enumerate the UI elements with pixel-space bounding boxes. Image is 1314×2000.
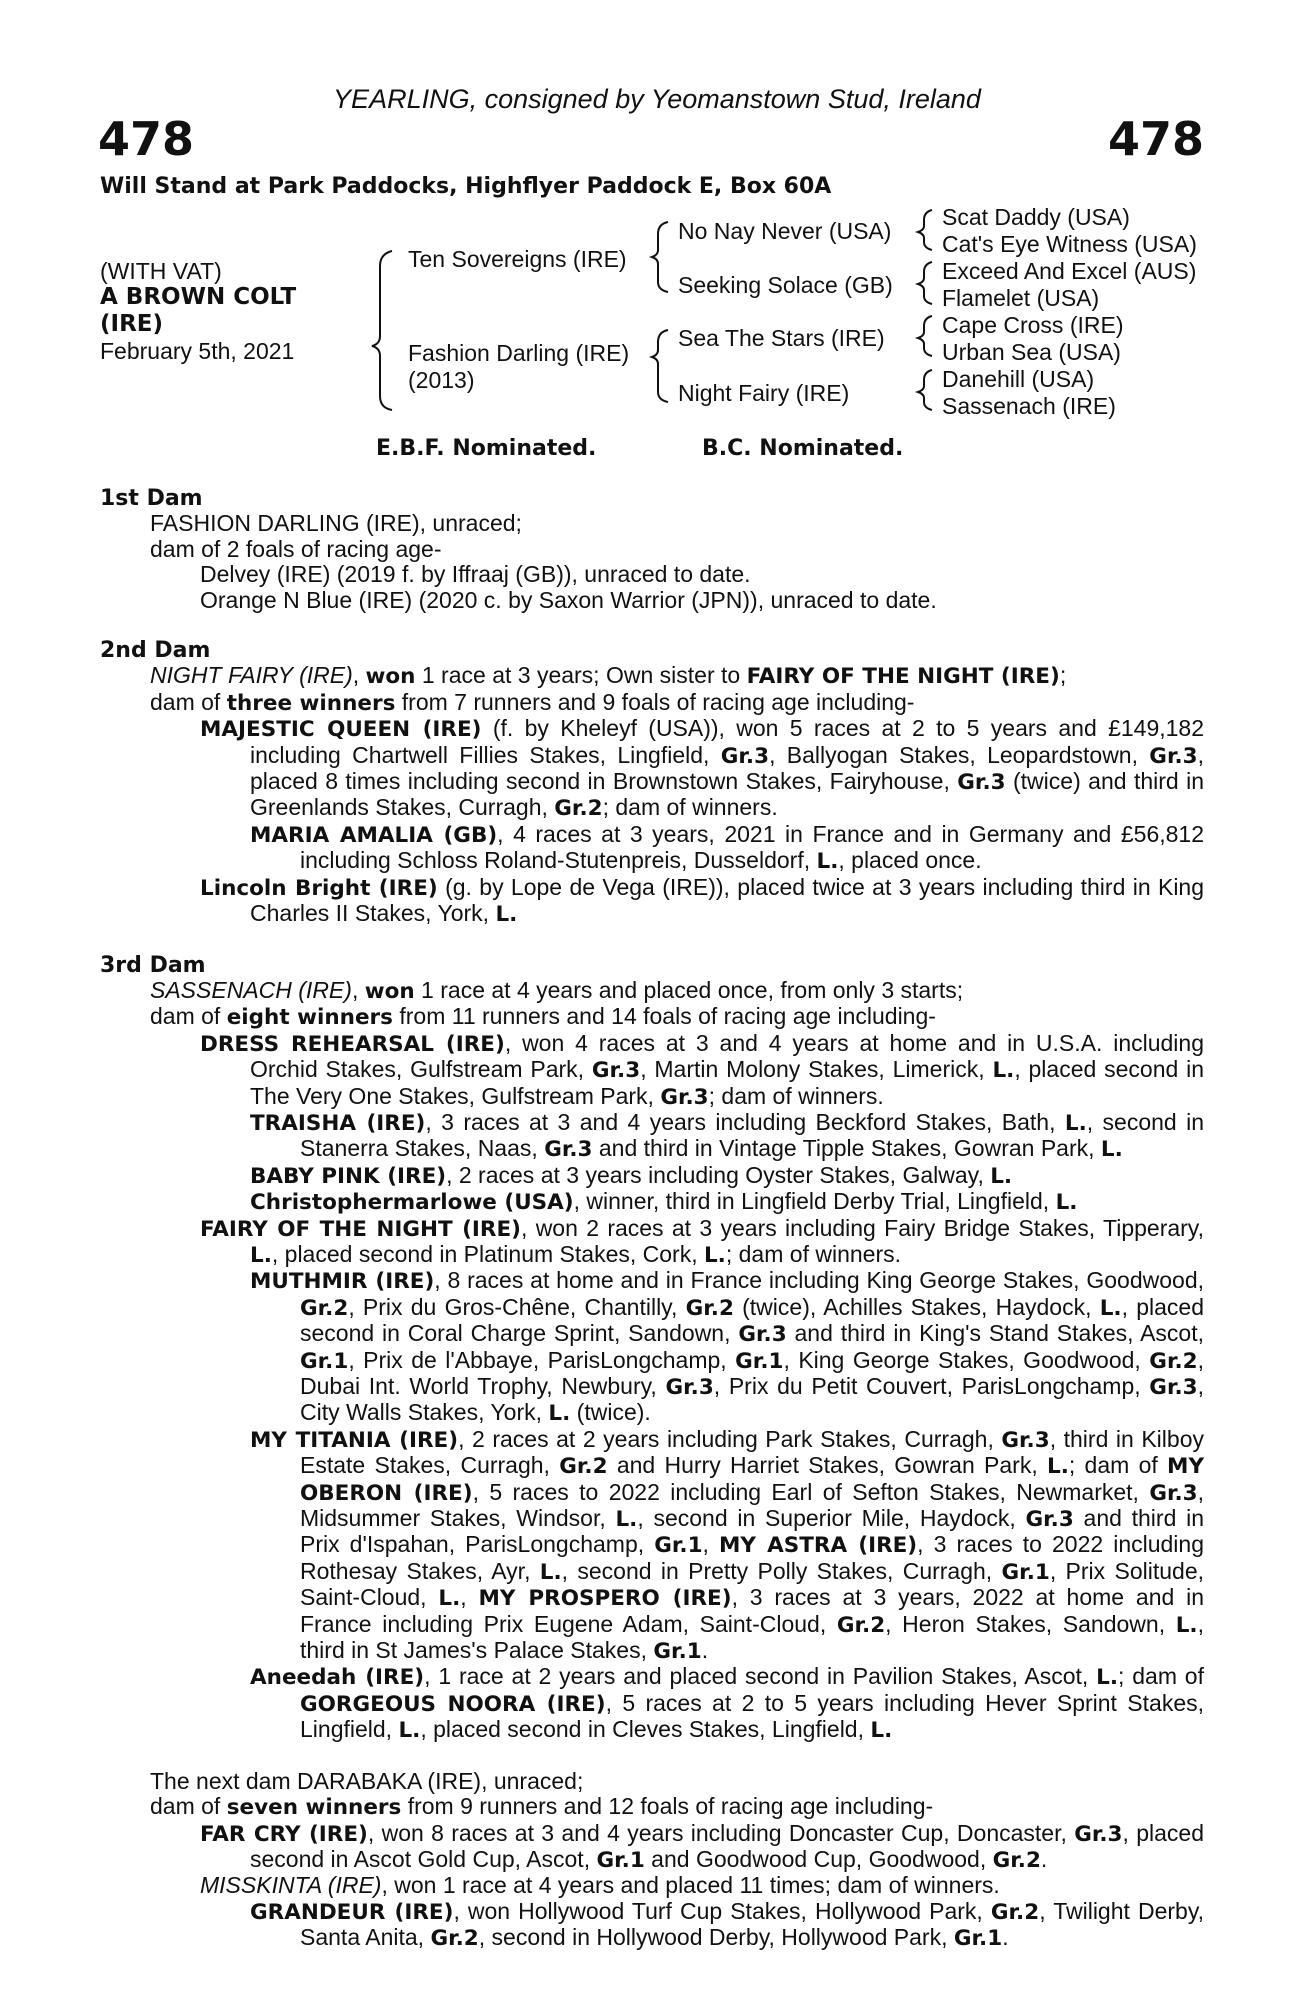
- section-heading: 3rd Dam: [100, 952, 206, 978]
- race-grade: Gr.2: [300, 1295, 349, 1321]
- pedigree-g3: Exceed And Excel (AUS): [942, 258, 1197, 284]
- horse-name: BABY PINK (IRE): [250, 1163, 447, 1189]
- section-heading: 2nd Dam: [100, 638, 211, 664]
- dam-section: [100, 953, 1204, 1744]
- lot-number-right: 478: [1107, 112, 1204, 166]
- entry-text: , won 4 races at 3 and 4 years at home and in U.S.A. including Orchid Stakes, Gulfstream Park,: [250, 1029, 1204, 1083]
- produce-entry: [100, 663, 1204, 716]
- entry-text: , Heron Stakes, Sandown,: [885, 1610, 1176, 1637]
- pedigree-dam-sire: Sea The Stars (IRE): [678, 325, 885, 351]
- horse-name: GORGEOUS NOORA (IRE): [300, 1691, 606, 1717]
- race-grade: Gr.2: [990, 1899, 1040, 1925]
- race-grade: Gr.3: [957, 770, 1006, 796]
- dam-name: SASSENACH (IRE): [150, 976, 352, 1003]
- entry-text: , 3 races at 3 and 4 years including Beckford Stakes, Bath,: [425, 1108, 1065, 1135]
- dam-name: NIGHT FAIRY (IRE): [150, 662, 353, 689]
- pedigree-dam-year: (2013): [408, 367, 475, 393]
- lot-number-left: 478: [98, 112, 195, 166]
- pedigree-dam-dam: Night Fairy (IRE): [678, 380, 850, 406]
- pedigree-sire: Ten Sovereigns (IRE): [408, 246, 627, 272]
- produce-entry: [100, 511, 1204, 562]
- race-grade: Gr.2: [430, 1926, 479, 1952]
- section-heading: 1st Dam: [100, 486, 203, 511]
- produce-entry: [100, 1873, 1204, 1898]
- entry-text: , 3 races to 2022 including Rothesay Stakes, Ayr,: [300, 1531, 1205, 1584]
- horse-name: seven winners: [226, 1795, 402, 1821]
- entry-text: and Goodwood Cup, Goodwood,: [644, 1845, 993, 1872]
- stabling-line: Will Stand at Park Paddocks, Highflyer Paddock E, Box 60A: [100, 174, 832, 199]
- pedigree-g4: Flamelet (USA): [942, 285, 1100, 311]
- pedigree-g1: Scat Daddy (USA): [942, 204, 1130, 230]
- entry-text: The next dam DARABAKA (IRE), unraced; dam of: [150, 1767, 584, 1820]
- vat-note: (WITH VAT): [100, 258, 222, 284]
- produce-entry: [100, 562, 1204, 613]
- produce-entry: [100, 716, 1204, 822]
- entry-text: , third in St James's Palace Stakes,: [300, 1610, 1204, 1664]
- produce-entry: [100, 1216, 1204, 1269]
- race-grade: Gr.2: [554, 796, 603, 822]
- entry-text: (twice), Achilles Stakes, Haydock,: [733, 1293, 1100, 1320]
- horse-name: Lincoln Bright (IRE): [200, 875, 438, 901]
- horse-name: MARIA AMALIA (GB): [250, 822, 498, 848]
- race-grade: Gr.2: [685, 1295, 734, 1321]
- entry-text: 1 race at 3 years; Own sister to: [415, 662, 747, 689]
- entry-text: , 5 races at 2 to 5 years including Hever Sprint Stakes, Lingfield,: [300, 1689, 1204, 1743]
- race-grade: L.: [1096, 1665, 1119, 1691]
- horse-name: MY OBERON (IRE): [300, 1454, 1205, 1506]
- race-grade: Gr.1: [653, 1639, 702, 1665]
- entry-text: ,: [460, 1584, 479, 1611]
- entry-text: from 9 runners and 12 foals of racing age including-: [401, 1793, 934, 1820]
- entry-text: and third in Vintage Tipple Stakes, Gowran Park,: [592, 1135, 1101, 1162]
- entry-text: , Dubai Int. World Trophy, Newbury,: [300, 1346, 1204, 1399]
- race-grade: Gr.3: [720, 743, 770, 769]
- lot-title-origin: (IRE): [100, 311, 164, 337]
- horse-name: FAR CRY (IRE): [200, 1821, 368, 1847]
- dam-section: [100, 486, 1204, 613]
- race-grade: Gr.3: [591, 1058, 641, 1084]
- entry-text: , placed second in Coral Charge Sprint, Sandown,: [300, 1293, 1205, 1347]
- race-grade: L.: [990, 1163, 1013, 1189]
- entry-text: ; dam of winners.: [725, 1240, 901, 1267]
- entry-text: from 7 runners and 9 foals of racing age including-: [395, 688, 915, 715]
- race-grade: L.: [1175, 1612, 1198, 1638]
- race-grade: Gr.2: [992, 1847, 1041, 1873]
- horse-name: MY ASTRA (IRE): [718, 1533, 918, 1559]
- race-grade: Gr.1: [300, 1348, 349, 1374]
- produce-entry: [100, 1427, 1204, 1665]
- produce-entry: [100, 1189, 1204, 1215]
- catalogue-body: [100, 486, 1204, 1977]
- entry-text: ; dam of: [1118, 1663, 1204, 1690]
- horse-name: MY TITANIA (IRE): [250, 1427, 459, 1453]
- race-grade: Gr.3: [1001, 1427, 1050, 1453]
- entry-text: ; dam of: [1068, 1452, 1168, 1479]
- entry-text: and third in King's Stand Stakes, Ascot,: [786, 1320, 1204, 1347]
- entry-text: , 8 races at home and in France including King George Stakes, Goodwood,: [434, 1267, 1205, 1294]
- entry-text: , won Hollywood Turf Cup Stakes, Hollywood Park,: [453, 1897, 991, 1924]
- entry-text: Delvey (IRE) (2019 f. by Iffraaj (GB)), unraced to date. Orange N Blue (IRE) (2020 c. by Saxon Warrior (JPN)), unraced to date.: [200, 561, 937, 613]
- race-grade: L.: [870, 1718, 893, 1744]
- entry-text: , Prix du Gros-Chêne, Chantilly,: [348, 1293, 686, 1320]
- entry-text: , 2 races at 3 years including Oyster Stakes, Galway,: [446, 1161, 991, 1188]
- race-grade: Gr.1: [654, 1533, 703, 1559]
- entry-text: , placed 8 times including second in Brownstown Stakes, Fairyhouse,: [250, 741, 1204, 795]
- entry-text: , King George Stakes, Goodwood,: [783, 1346, 1150, 1373]
- race-grade: L.: [250, 1242, 272, 1268]
- entry-text: , second in Hollywood Derby, Hollywood Park,: [478, 1924, 954, 1951]
- entry-text: , 5 races to 2022 including Earl of Sefton Stakes, Newmarket,: [472, 1478, 1150, 1505]
- entry-text: , Prix Solitude, Saint-Cloud,: [300, 1557, 1205, 1611]
- race-grade: L.: [548, 1401, 571, 1427]
- produce-entry: [100, 822, 1204, 875]
- pedigree-g7: Danehill (USA): [942, 366, 1095, 392]
- entry-text: and third in Prix d'Ispahan, ParisLongchamp,: [300, 1505, 1204, 1558]
- entry-text: , Twilight Derby, Santa Anita,: [300, 1897, 1205, 1951]
- entry-text: (twice) and third in Greenlands Stakes, Curragh,: [250, 768, 1204, 821]
- produce-entry: [100, 1110, 1204, 1163]
- produce-entry: [100, 1268, 1204, 1426]
- produce-entry: [100, 1163, 1204, 1189]
- race-grade: L.: [615, 1507, 638, 1533]
- horse-name: Christophermarlowe (USA): [250, 1190, 574, 1216]
- race-grade: L.: [992, 1058, 1015, 1084]
- produce-entry: [100, 1899, 1204, 1952]
- race-grade: Gr.2: [836, 1612, 886, 1638]
- entry-text: .: [1040, 1845, 1048, 1872]
- pedigree-dam: Fashion Darling (IRE): [408, 340, 630, 366]
- entry-text: (f. by Kheleyf (USA)), won 5 races at 2 to 5 years and £149,182 including Chartwell Fillies Stakes, Lingfield,: [250, 715, 1204, 768]
- entry-text: , second in Superior Mile, Haydock,: [637, 1505, 1026, 1532]
- horse-name: MY PROSPERO (IRE): [478, 1586, 732, 1612]
- pedigree-g2: Cat's Eye Witness (USA): [942, 231, 1197, 257]
- entry-text: , 2 races at 2 years including Park Stakes, Curragh,: [458, 1425, 1002, 1452]
- pedigree-g5: Cape Cross (IRE): [942, 312, 1124, 338]
- race-grade: L.: [1064, 1110, 1087, 1136]
- race-grade: L.: [703, 1242, 726, 1268]
- entry-text: , 4 races at 3 years, 2021 in France and in Germany and £56,812 including Schloss Roland-Stutenpreis, Dusseldorf,: [300, 820, 1205, 874]
- dam-name: MISSKINTA (IRE): [200, 1872, 382, 1899]
- race-grade: Gr.3: [660, 1084, 709, 1110]
- entry-text: , placed second in Platinum Stakes, Cork,: [271, 1240, 704, 1267]
- race-grade: Gr.1: [953, 1926, 1003, 1952]
- race-grade: Gr.3: [1074, 1821, 1123, 1847]
- race-grade: L.: [1047, 1454, 1069, 1480]
- race-grade: Gr.3: [1025, 1507, 1074, 1533]
- horse-name: FAIRY OF THE NIGHT (IRE): [746, 664, 1060, 690]
- entry-text: , Prix du Petit Couvert, ParisLongchamp,: [713, 1373, 1150, 1399]
- entry-text: (g. by Lope de Vega (IRE)), placed twice at 3 years including third in King Charles II Stakes, York,: [250, 873, 1205, 927]
- entry-text: , won 2 races at 3 years including Fairy Bridge Stakes, Tipperary,: [520, 1214, 1204, 1241]
- horse-name: DRESS REHEARSAL (IRE): [200, 1031, 505, 1057]
- race-grade: L.: [398, 1718, 421, 1744]
- race-grade: L.: [495, 902, 518, 928]
- race-grade: Gr.2: [559, 1454, 608, 1480]
- entry-text: (twice).: [570, 1399, 651, 1426]
- pedigree-sire-sire: No Nay Never (USA): [678, 218, 892, 244]
- produce-entry: [100, 1821, 1204, 1874]
- produce-entry: [100, 875, 1204, 928]
- race-grade: Gr.3: [544, 1137, 593, 1163]
- entry-text: , 1 race at 2 years and placed second in Pavilion Stakes, Ascot,: [424, 1663, 1097, 1690]
- entry-text: FASHION DARLING (IRE), unraced; dam of 2 foals of racing age-: [150, 510, 522, 562]
- race-grade: L.: [1055, 1190, 1078, 1216]
- race-grade: L.: [816, 849, 839, 875]
- dam-section: [100, 638, 1204, 927]
- lot-title: A BROWN COLT: [100, 284, 297, 310]
- entry-text: ,: [352, 662, 366, 689]
- entry-text: , Ballyogan Stakes, Leopardstown,: [769, 741, 1150, 768]
- entry-text: , Midsummer Stakes, Windsor,: [300, 1478, 1205, 1532]
- dam-section: [100, 1769, 1204, 1952]
- entry-text: , Martin Molony Stakes, Limerick,: [640, 1056, 993, 1083]
- entry-text: ; dam of winners.: [708, 1082, 884, 1109]
- horse-name: TRAISHA (IRE): [250, 1110, 426, 1136]
- race-grade: Gr.1: [1001, 1559, 1050, 1585]
- race-grade: Gr.3: [665, 1375, 714, 1400]
- entry-text: , third in Kilboy Estate Stakes, Curragh,: [300, 1425, 1204, 1479]
- horse-name: won: [365, 664, 416, 690]
- entry-text: , placed second in Cleves Stakes, Lingfield,: [420, 1716, 871, 1743]
- entry-text: .: [1002, 1924, 1009, 1951]
- entry-text: , City Walls Stakes, York,: [300, 1373, 1204, 1426]
- entry-text: , Prix de l'Abbaye, ParisLongchamp,: [348, 1346, 736, 1373]
- pedigree-sire-dam: Seeking Solace (GB): [678, 272, 893, 298]
- entry-text: and Hurry Harriet Stakes, Gowran Park,: [607, 1452, 1048, 1479]
- pedigree-g8: Sassenach (IRE): [942, 393, 1116, 419]
- horse-name: GRANDEUR (IRE): [250, 1899, 454, 1925]
- race-grade: Gr.3: [1149, 1375, 1198, 1400]
- bc-nomination: B.C. Nominated.: [702, 436, 904, 461]
- produce-entry: [100, 978, 1204, 1031]
- entry-text: , placed once.: [838, 847, 982, 874]
- entry-text: , winner, third in Lingfield Derby Trial, Lingfield,: [573, 1188, 1056, 1215]
- entry-text: , won 1 race at 4 years and placed 11 times; dam of winners.: [381, 1872, 1000, 1899]
- entry-text: , placed second in Ascot Gold Cup, Ascot,: [250, 1819, 1204, 1872]
- horse-name: MAJESTIC QUEEN (IRE): [200, 717, 482, 743]
- race-grade: Gr.1: [596, 1847, 645, 1873]
- entry-text: from 11 runners and 14 foals of racing age including-: [392, 1003, 936, 1030]
- entry-text: , second in Pretty Polly Stakes, Curragh,: [561, 1557, 1002, 1584]
- entry-text: 1 race at 4 years and placed once, from only 3 starts; dam of: [150, 976, 964, 1030]
- produce-entry: [100, 1664, 1204, 1743]
- entry-text: , 3 races at 3 years, 2022 at home and in France including Prix Eugene Adam, Saint-Cloud,: [300, 1584, 1205, 1637]
- pedigree-g6: Urban Sea (USA): [942, 339, 1121, 365]
- race-grade: L.: [438, 1586, 461, 1612]
- entry-text: , second in Stanerra Stakes, Naas,: [300, 1108, 1204, 1162]
- horse-name: won: [364, 978, 415, 1004]
- horse-name: eight winners: [226, 1005, 393, 1031]
- race-grade: L.: [539, 1559, 562, 1585]
- entry-text: ,: [702, 1531, 719, 1558]
- entry-text: ,: [351, 976, 365, 1003]
- entry-text: ; dam of: [150, 662, 1067, 715]
- ebf-nomination: E.B.F. Nominated.: [376, 436, 597, 461]
- race-grade: L.: [1100, 1137, 1123, 1163]
- entry-text: .: [701, 1637, 709, 1664]
- race-grade: Gr.3: [738, 1322, 787, 1348]
- horse-name: three winners: [226, 690, 396, 716]
- race-grade: Gr.1: [735, 1348, 784, 1374]
- horse-name: Aneedah (IRE): [250, 1665, 425, 1691]
- horse-name: MUTHMIR (IRE): [250, 1269, 435, 1295]
- consignment-line: YEARLING, consigned by Yeomanstown Stud, Ireland: [333, 84, 981, 114]
- race-grade: Gr.3: [1149, 743, 1198, 769]
- produce-entry: [100, 1031, 1204, 1110]
- produce-entry: [100, 1769, 1204, 1821]
- entry-text: ; dam of winners.: [602, 794, 778, 821]
- entry-text: , placed second in The Very One Stakes, Gulfstream Park,: [250, 1056, 1204, 1109]
- horse-name: FAIRY OF THE NIGHT (IRE): [200, 1216, 521, 1242]
- race-grade: L.: [1099, 1295, 1122, 1321]
- race-grade: Gr.3: [1149, 1480, 1198, 1506]
- race-grade: Gr.2: [1149, 1348, 1198, 1374]
- entry-text: , won 8 races at 3 and 4 years including Doncaster Cup, Doncaster,: [367, 1819, 1075, 1846]
- foaling-date: February 5th, 2021: [100, 338, 295, 364]
